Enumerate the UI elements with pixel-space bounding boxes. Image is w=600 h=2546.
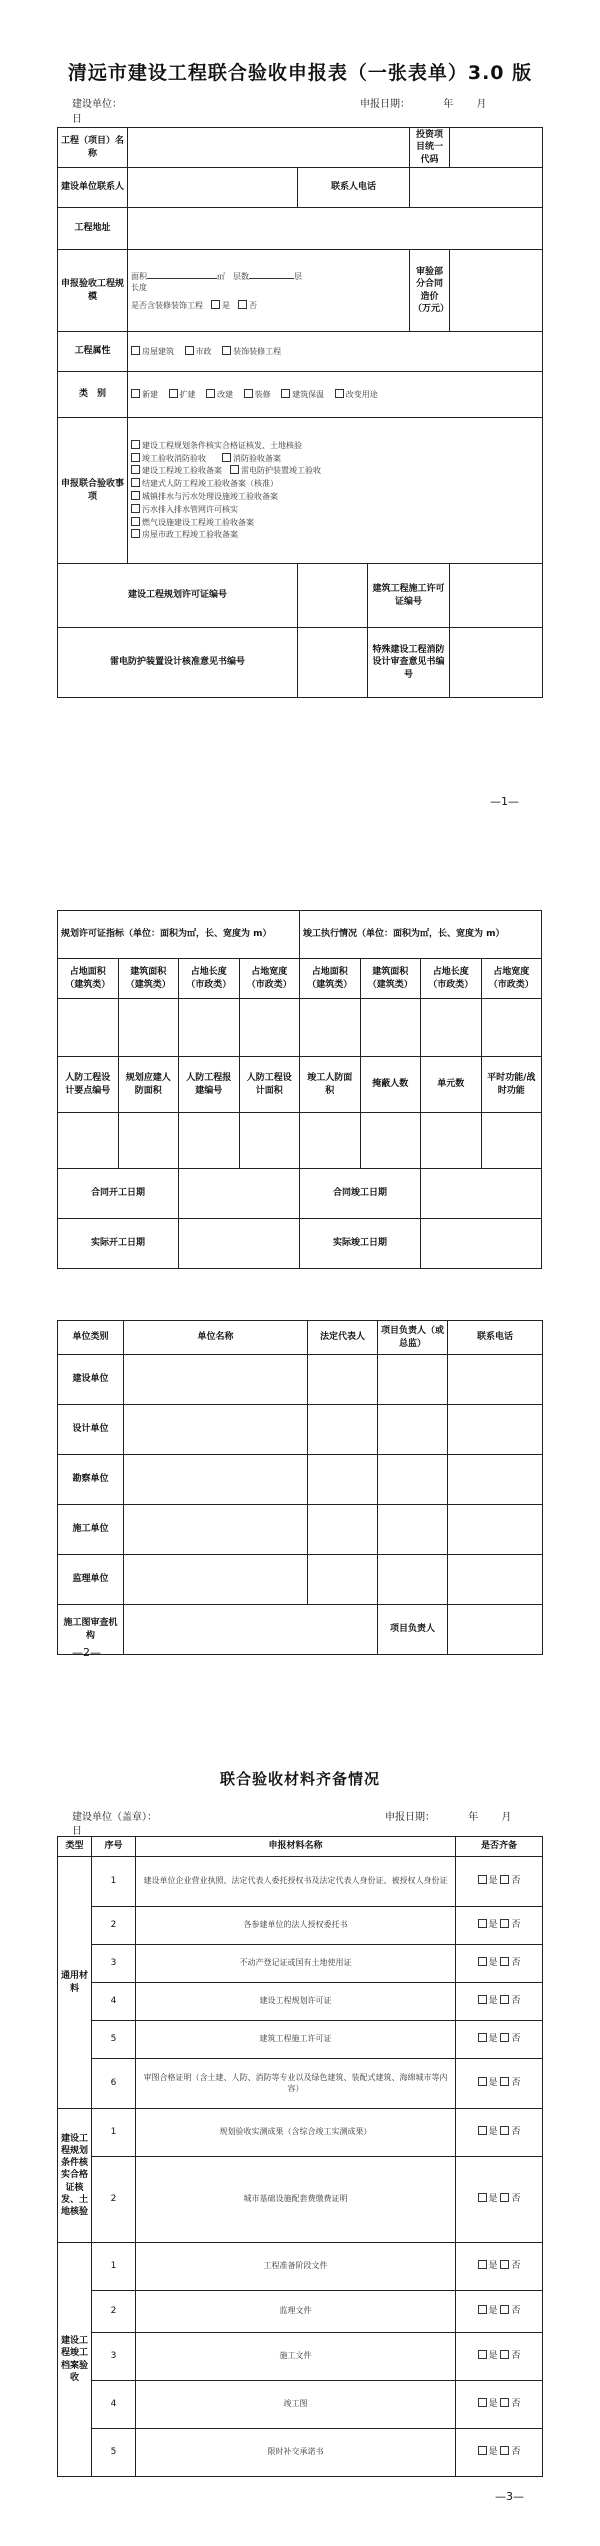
table-cell[interactable]: [308, 1505, 378, 1555]
table-cell[interactable]: [360, 999, 421, 1057]
table-cell[interactable]: [118, 1113, 179, 1169]
group-label: 通用材料: [58, 1857, 92, 2109]
page-number-2: —2—: [72, 1646, 101, 1659]
category-checkbox[interactable]: [131, 389, 140, 398]
table-cell[interactable]: [124, 1505, 308, 1555]
category-checkbox[interactable]: [206, 389, 215, 398]
yes-checkbox[interactable]: [478, 2126, 487, 2135]
planning-permit-label: 建设工程规划许可证编号: [58, 564, 298, 628]
table-cell[interactable]: [58, 999, 119, 1057]
unit-row-label: 建设单位: [58, 1355, 124, 1405]
yes-checkbox[interactable]: [478, 2033, 487, 2042]
table-cell[interactable]: [378, 1555, 448, 1605]
yes-checkbox[interactable]: [478, 2305, 487, 2314]
indicator-left-label: 规划许可证指标（单位：面积为㎡，长、宽度为 m）: [58, 911, 300, 959]
table-cell[interactable]: [378, 1355, 448, 1405]
contract-cost-field[interactable]: [450, 250, 543, 332]
yes-no-checks: 是 否: [456, 2021, 543, 2059]
table-cell[interactable]: [448, 1505, 543, 1555]
col-header: 平时功能/战时功能: [481, 1057, 542, 1113]
col-header: 单元数: [421, 1057, 482, 1113]
no-checkbox[interactable]: [500, 1957, 509, 1966]
attribute-label: 工程属性: [58, 332, 128, 372]
decoration-no-checkbox[interactable]: [238, 300, 247, 309]
yes-checkbox[interactable]: [478, 2077, 487, 2086]
matter-checkbox[interactable]: [131, 529, 140, 538]
table-cell[interactable]: [421, 999, 482, 1057]
attribute-options: 房屋建筑 市政 装饰装修工程: [128, 332, 543, 372]
yes-no-checks: 是 否: [456, 1945, 543, 1983]
col-header: 人防工程设计要点编号: [58, 1057, 119, 1113]
yes-no-checks: 是 否: [456, 2291, 543, 2333]
matters-list: 建设工程规划条件核实合格证核发、土地核验 竣工验收消防验收 消防验收备案 建设工程竣工验收备案 雷电防护装置竣工验收 结建式人防工程竣工验收备案（核准） 城镇排水与污水处理设施竣工验收备案 污水排入排水管网许可核实 燃气设施建设工程竣工验收备案 房屋市政工程竣工验收备案: [128, 418, 543, 564]
date-label: 申报日期： 年 月: [360, 99, 487, 110]
material-item: 限时补交承诺书: [136, 2429, 456, 2477]
table-cell[interactable]: [300, 999, 361, 1057]
yes-checkbox[interactable]: [478, 2193, 487, 2202]
units-table: [57, 1320, 543, 1655]
table-cell[interactable]: [179, 1113, 240, 1169]
yes-no-checks: 是 否: [456, 1907, 543, 1945]
construction-permit-field[interactable]: [450, 564, 543, 628]
table-cell[interactable]: [124, 1405, 308, 1455]
col-header: 占地宽度（市政类）: [481, 959, 542, 999]
table-cell[interactable]: [118, 999, 179, 1057]
table-cell[interactable]: [124, 1355, 308, 1405]
yes-checkbox[interactable]: [478, 1875, 487, 1884]
fire-no-field[interactable]: [450, 628, 543, 698]
yes-checkbox[interactable]: [478, 1957, 487, 1966]
yes-no-checks: 是 否: [456, 2243, 543, 2291]
matters-label: 申报联合验收事项: [58, 418, 128, 564]
seq-number: 2: [92, 2291, 136, 2333]
materials-title: 联合验收材料齐备情况: [219, 1770, 380, 1788]
table-cell[interactable]: [421, 1113, 482, 1169]
table-cell[interactable]: [481, 1113, 542, 1169]
seq-number: 2: [92, 2157, 136, 2243]
builder-stamp-label: 建设单位（盖章）：: [72, 1812, 157, 1823]
matter-checkbox[interactable]: [230, 465, 239, 474]
seq-header: 序号: [92, 1837, 136, 1857]
material-item: 竣工图: [136, 2381, 456, 2429]
review-org-field[interactable]: [124, 1605, 378, 1655]
indicator-right-label: 竣工执行情况（单位：面积为㎡，长、宽度为 m）: [300, 911, 542, 959]
col-header: 人防工程报建编号: [179, 1057, 240, 1113]
material-item: 建设单位企业营业执照、法定代表人委托授权书及法定代表人身份证、被授权人身份证: [136, 1857, 456, 1907]
no-checkbox[interactable]: [500, 2350, 509, 2359]
table-cell[interactable]: [179, 999, 240, 1057]
col-header: 人防工程设计面积: [239, 1057, 300, 1113]
attr-checkbox[interactable]: [185, 346, 194, 355]
no-checkbox[interactable]: [500, 2446, 509, 2455]
type-header: 类型: [58, 1837, 92, 1857]
no-checkbox[interactable]: [500, 2193, 509, 2202]
seq-number: 1: [92, 2243, 136, 2291]
col-header: 竣工人防面积: [300, 1057, 361, 1113]
contact-phone-label: 联系人电话: [298, 168, 410, 208]
fire-no-label: 特殊建设工程消防设计审查意见书编号: [368, 628, 450, 698]
lightning-no-label: 雷电防护装置设计核准意见书编号: [58, 628, 298, 698]
materials-table: [57, 1836, 543, 2477]
material-item: 工程准备阶段文件: [136, 2243, 456, 2291]
material-item: 各参建单位的法人授权委托书: [136, 1907, 456, 1945]
page-number-3: —3—: [495, 2490, 524, 2503]
yes-checkbox[interactable]: [478, 2446, 487, 2455]
table-cell[interactable]: [124, 1555, 308, 1605]
seq-number: 3: [92, 1945, 136, 1983]
table-cell[interactable]: [448, 1405, 543, 1455]
no-checkbox[interactable]: [500, 1919, 509, 1928]
unit-row-label: 勘察单位: [58, 1455, 124, 1505]
matter-checkbox[interactable]: [131, 453, 140, 462]
yes-no-checks: 是 否: [456, 1983, 543, 2021]
seq-number: 6: [92, 2059, 136, 2109]
seq-number: 4: [92, 1983, 136, 2021]
matter-checkbox[interactable]: [131, 440, 140, 449]
col-header: 占地面积（建筑类）: [300, 959, 361, 999]
col-header: 占地面积（建筑类）: [58, 959, 119, 999]
material-item: 施工文件: [136, 2333, 456, 2381]
col-header: 建筑面积（建筑类）: [118, 959, 179, 999]
matter-checkbox[interactable]: [131, 465, 140, 474]
yes-checkbox[interactable]: [478, 2350, 487, 2359]
matter-checkbox[interactable]: [131, 504, 140, 513]
review-org-label: 施工图审查机构: [58, 1605, 124, 1655]
pm2-field[interactable]: [448, 1605, 543, 1655]
yes-checkbox[interactable]: [478, 2398, 487, 2407]
material-header: 申报材料名称: [136, 1837, 456, 1857]
matter-checkbox[interactable]: [131, 517, 140, 526]
builder-contact-label: 建设单位联系人: [58, 168, 128, 208]
unit-name-header: 单位名称: [124, 1321, 308, 1355]
col-header: 建筑面积（建筑类）: [360, 959, 421, 999]
page-number-1: —1—: [490, 795, 519, 808]
table-cell[interactable]: [308, 1355, 378, 1405]
material-item: 审图合格证明（含土建、人防、消防等专业以及绿色建筑、装配式建筑、海绵城市等内容）: [136, 2059, 456, 2109]
planning-permit-field[interactable]: [298, 564, 368, 628]
table-cell[interactable]: [124, 1455, 308, 1505]
construction-permit-label: 建筑工程施工许可证编号: [368, 564, 450, 628]
actual-start-field[interactable]: [179, 1219, 300, 1269]
seq-number: 2: [92, 1907, 136, 1945]
legal-rep-header: 法定代表人: [308, 1321, 378, 1355]
matter-checkbox[interactable]: [222, 453, 231, 462]
form-title: 清远市建设工程联合验收申报表（一张表单）3.0 版: [67, 62, 533, 84]
lightning-no-field[interactable]: [298, 628, 368, 698]
project-name-label: 工程（项目）名称: [58, 128, 128, 168]
col-header: 规划应建人防面积: [118, 1057, 179, 1113]
actual-start-label: 实际开工日期: [58, 1219, 179, 1269]
no-checkbox[interactable]: [500, 1875, 509, 1884]
credit-code-label: 投资项目统一代码: [410, 128, 450, 168]
group-label: 建设工程规划条件核实合格证核发、土地核验: [58, 2109, 92, 2243]
col-header: 掩蔽人数: [360, 1057, 421, 1113]
scale-field: 面积 ㎡ 层数 层 长度 是否含装修装饰工程 是 否: [128, 250, 410, 332]
table-cell[interactable]: [239, 1113, 300, 1169]
material-item: 建设工程规划许可证: [136, 1983, 456, 2021]
builder-label: 建设单位：: [72, 99, 122, 110]
table-cell[interactable]: [360, 1113, 421, 1169]
unit-row-label: 施工单位: [58, 1505, 124, 1555]
yes-checkbox[interactable]: [478, 1995, 487, 2004]
col-header: 占地长度（市政类）: [421, 959, 482, 999]
phone-header: 联系电话: [448, 1321, 543, 1355]
matter-checkbox[interactable]: [131, 478, 140, 487]
no-checkbox[interactable]: [500, 2260, 509, 2269]
group-label: 建设工程竣工档案验收: [58, 2243, 92, 2477]
table-cell[interactable]: [378, 1405, 448, 1455]
application-table: [57, 127, 543, 698]
yes-no-checks: 是 否: [456, 1857, 543, 1907]
table-cell[interactable]: [300, 1113, 361, 1169]
indicator-table: [57, 910, 542, 1269]
complete-header: 是否齐备: [456, 1837, 543, 1857]
seq-number: 1: [92, 1857, 136, 1907]
yes-checkbox[interactable]: [478, 1919, 487, 1928]
category-checkbox[interactable]: [244, 389, 253, 398]
yes-no-checks: 是 否: [456, 2333, 543, 2381]
actual-end-label: 实际竣工日期: [300, 1219, 421, 1269]
material-item: 建筑工程施工许可证: [136, 2021, 456, 2059]
no-checkbox[interactable]: [500, 2033, 509, 2042]
yes-checkbox[interactable]: [478, 2260, 487, 2269]
no-checkbox[interactable]: [500, 1995, 509, 2004]
pm-header: 项目负责人（或总监）: [378, 1321, 448, 1355]
yes-no-checks: 是 否: [456, 2059, 543, 2109]
category-options: 新建 扩建 改建 装修 建筑保温 改变用途: [128, 372, 543, 418]
yes-no-checks: 是 否: [456, 2381, 543, 2429]
no-checkbox[interactable]: [500, 2398, 509, 2407]
scale-label: 申报验收工程规模: [58, 250, 128, 332]
table-cell[interactable]: [448, 1555, 543, 1605]
col-header: 占地宽度（市政类）: [239, 959, 300, 999]
material-item: 不动产登记证或国有土地使用证: [136, 1945, 456, 1983]
contract-start-label: 合同开工日期: [58, 1169, 179, 1219]
address-label: 工程地址: [58, 208, 128, 250]
seq-number: 1: [92, 2109, 136, 2157]
table-cell[interactable]: [378, 1505, 448, 1555]
category-checkbox[interactable]: [169, 389, 178, 398]
unit-row-label: 监理单位: [58, 1555, 124, 1605]
contract-end-label: 合同竣工日期: [300, 1169, 421, 1219]
day-label-2: 日: [72, 1826, 82, 1837]
actual-end-field[interactable]: [421, 1219, 542, 1269]
yes-no-checks: 是 否: [456, 2157, 543, 2243]
pm2-label: 项目负责人: [378, 1605, 448, 1655]
material-item: 监理文件: [136, 2291, 456, 2333]
decoration-yes-checkbox[interactable]: [211, 300, 220, 309]
seq-number: 3: [92, 2333, 136, 2381]
no-checkbox[interactable]: [500, 2077, 509, 2086]
contract-start-field[interactable]: [179, 1169, 300, 1219]
yes-no-checks: 是 否: [456, 2109, 543, 2157]
day-label: 日: [72, 114, 82, 125]
unit-row-label: 设计单位: [58, 1405, 124, 1455]
table-cell[interactable]: [308, 1405, 378, 1455]
attr-checkbox[interactable]: [222, 346, 231, 355]
seq-number: 5: [92, 2021, 136, 2059]
table-cell[interactable]: [308, 1555, 378, 1605]
date-label-2: 申报日期： 年 月: [385, 1812, 512, 1823]
project-name-field[interactable]: [128, 128, 410, 168]
material-item: 城市基础设施配套费缴费证明: [136, 2157, 456, 2243]
address-field[interactable]: [128, 208, 543, 250]
table-cell[interactable]: [308, 1455, 378, 1505]
table-cell[interactable]: [448, 1455, 543, 1505]
no-checkbox[interactable]: [500, 2126, 509, 2135]
table-cell[interactable]: [239, 999, 300, 1057]
category-checkbox[interactable]: [281, 389, 290, 398]
category-label: 类 别: [58, 372, 128, 418]
credit-code-field[interactable]: [450, 128, 543, 168]
seq-number: 5: [92, 2429, 136, 2477]
category-checkbox[interactable]: [335, 389, 344, 398]
contact-phone-field[interactable]: [410, 168, 543, 208]
yes-no-checks: 是 否: [456, 2429, 543, 2477]
no-checkbox[interactable]: [500, 2305, 509, 2314]
matter-checkbox[interactable]: [131, 491, 140, 500]
unit-type-header: 单位类别: [58, 1321, 124, 1355]
table-cell[interactable]: [448, 1355, 543, 1405]
table-cell[interactable]: [378, 1455, 448, 1505]
attr-checkbox[interactable]: [131, 346, 140, 355]
seq-number: 4: [92, 2381, 136, 2429]
contract-end-field[interactable]: [421, 1169, 542, 1219]
contract-cost-label: 审验部分合同造价（万元）: [410, 250, 450, 332]
builder-contact-field[interactable]: [128, 168, 298, 208]
table-cell[interactable]: [58, 1113, 119, 1169]
table-cell[interactable]: [481, 999, 542, 1057]
material-item: 规划验收实测成果（含综合竣工实测成果）: [136, 2109, 456, 2157]
col-header: 占地长度（市政类）: [179, 959, 240, 999]
